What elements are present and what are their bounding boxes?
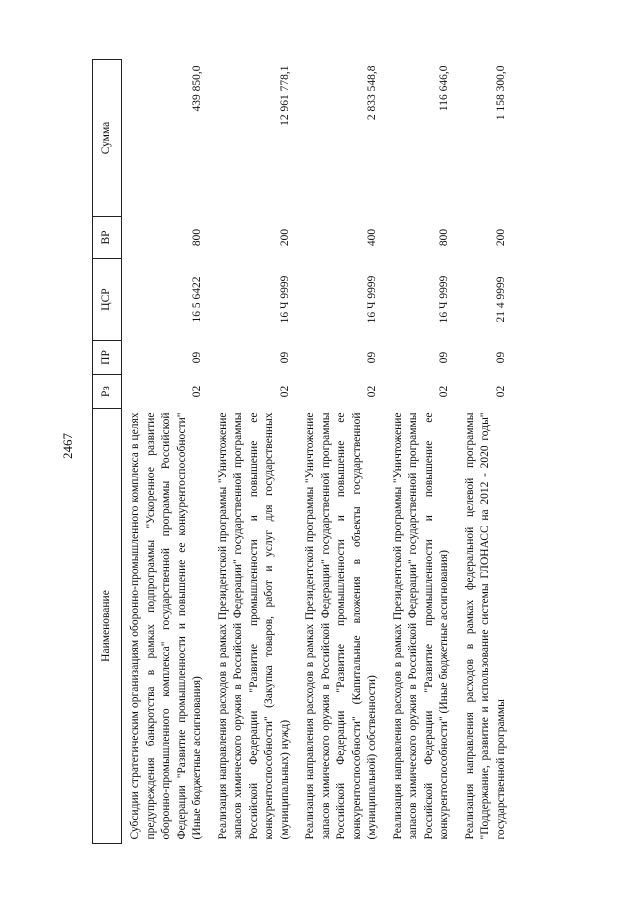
header-rz: Рз [93,375,122,409]
row-pr: 09 [366,351,379,364]
row-vr: 800 [438,228,451,247]
row-sum: 116 646,0 [438,65,451,112]
row-rz: 02 [438,385,451,398]
header-vr: ВР [93,217,122,259]
table-row [297,60,385,844]
row-rz: 02 [366,385,379,398]
row-sum: 12 961 778,1 [278,65,291,126]
table-row [122,60,210,844]
row-csr: 21 4 9999 [494,276,507,323]
row-pr: 09 [191,351,204,364]
row-pr: 09 [438,351,451,364]
table-header [93,60,122,844]
row-name: Реализация направления расходов в рамках Президентской программы "Уничтожение запасов химического оружия в Российской Федерации" государственной программы Российской Федерации "Развитие промышленности и повышение ее конкурентоспособности" (Иные бюджетные ассигнования) [391,412,451,840]
row-rz: 02 [494,385,507,398]
row-csr: 16 Ч 9999 [278,275,291,324]
budget-table-page [92,60,578,844]
row-sum: 2 833 548,8 [366,65,379,121]
row-sum: 1 158 300,0 [494,65,507,121]
table-row [385,60,457,844]
row-csr: 16 Ч 9999 [438,275,451,324]
row-csr: 16 5 6422 [191,276,204,323]
header-sum: Сумма [93,60,122,217]
page-number: 2467 [60,433,75,459]
row-csr: 16 Ч 9999 [366,275,379,324]
row-name: Реализация направления расходов в рамках Президентской программы "Уничтожение запасов химического оружия в Российской Федерации" государственной программы Российской Федерации "Развитие промышленности и повышение ее конкурентоспособности" (Капитальные вложения в объекты государственной (муниципальной) собственности) [304,412,379,840]
header-pr: ПР [93,341,122,375]
row-vr: 200 [278,228,291,247]
row-vr: 400 [366,228,379,247]
row-sum: 439 850,0 [191,65,204,112]
row-name: Субсидии стратегическим организациям оборонно-промышленного комплекса в целях предупреждения банкротства в рамках подпрограммы "Ускоренное развитие оборонно-промышленного комплекса" государственной программы Российской Федерации "Развитие промышленности и повышение ее конкурентоспособности" (Иные бюджетные ассигнования) [129,412,204,840]
header-csr: ЦСР [93,259,122,341]
row-name: Реализация направления расходов в рамках Президентской программы "Уничтожение запасов химического оружия в Российской Федерации" государственной программы Российской Федерации "Развитие промышленности и повышение ее конкурентоспособности" (Закупка товаров, работ и услуг для государственных (муниципальных) нужд) [216,412,291,840]
header-name: Наименование [93,409,122,844]
row-vr: 800 [191,228,204,247]
row-rz: 02 [278,385,291,398]
row-name: Реализация направления расходов в рамках федеральной целевой программы "Поддержание, развитие и использование системы ГЛОНАСС на 2012 - 2020 годы" государственной программы [463,412,507,840]
row-pr: 09 [494,351,507,364]
budget-table [92,59,513,844]
row-vr: 200 [494,228,507,247]
row-pr: 09 [278,351,291,364]
table-row [457,60,514,844]
row-rz: 02 [191,385,204,398]
table-row [210,60,298,844]
